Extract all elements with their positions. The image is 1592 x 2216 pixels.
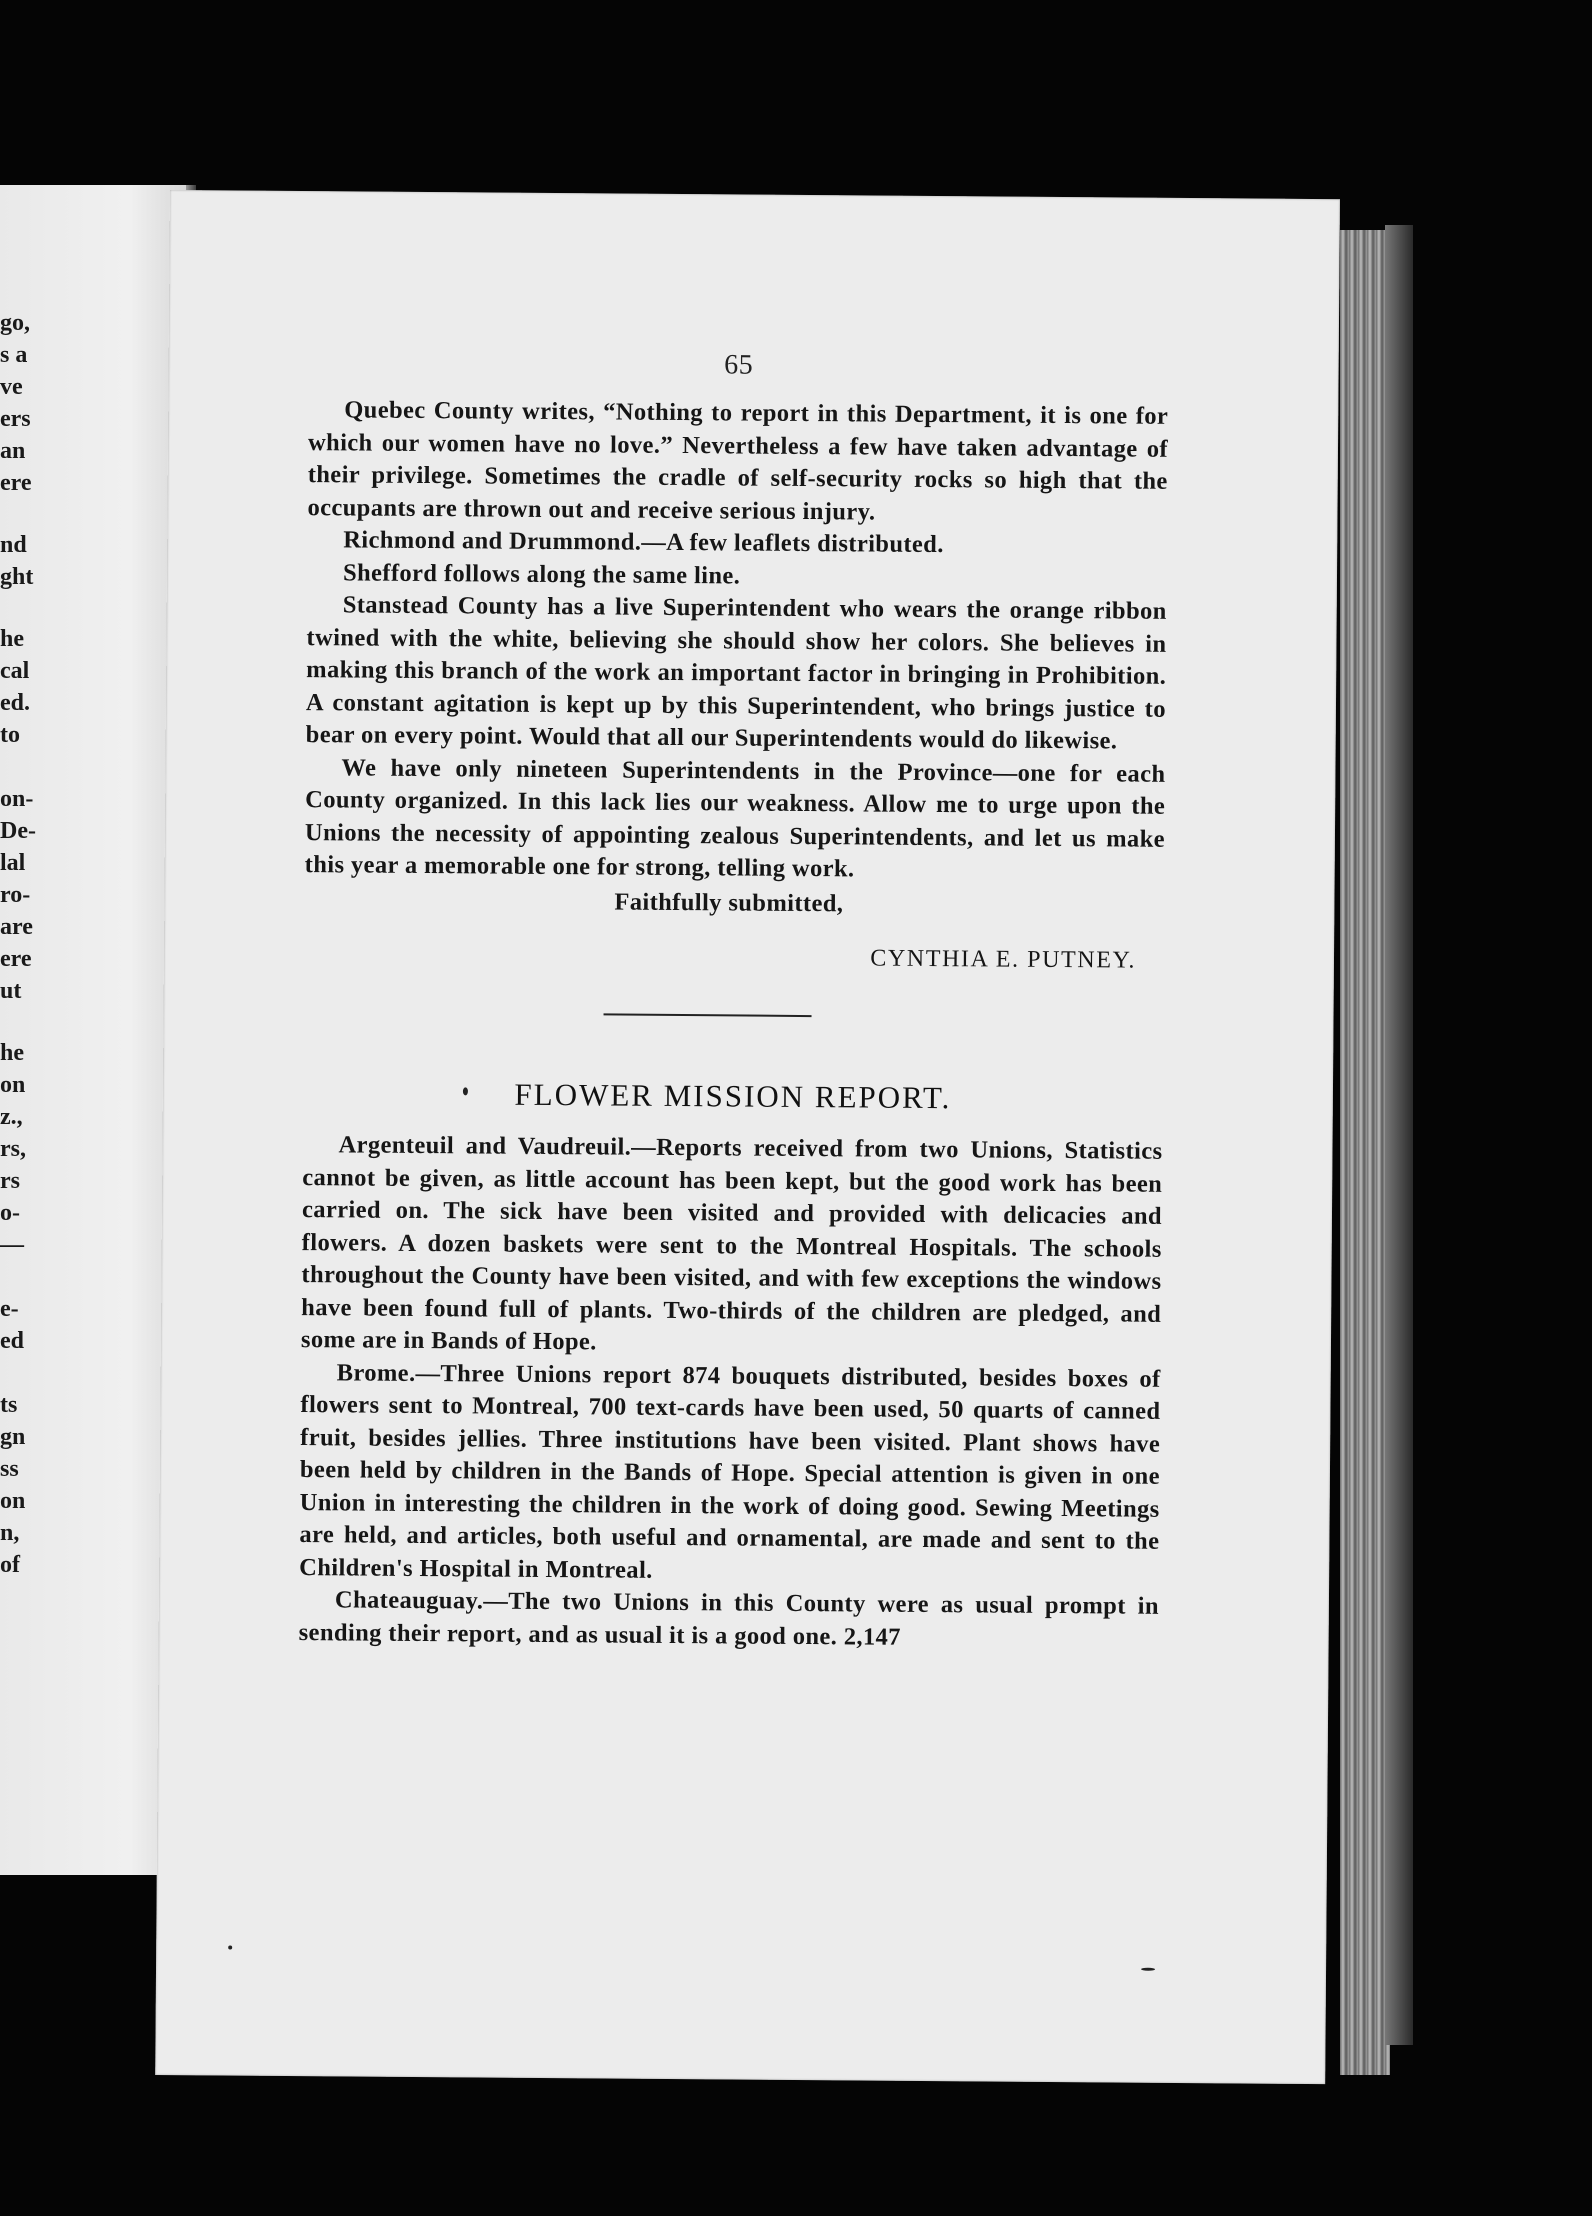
left-page-text-fragment: he (0, 626, 24, 652)
left-page-text-fragment: are (0, 914, 33, 940)
page-edges (1340, 230, 1390, 2075)
section-divider (604, 1013, 812, 1017)
left-page-text-fragment: ere (0, 470, 32, 496)
left-page-text-fragment: of (0, 1552, 20, 1578)
left-page-text-fragment: to (0, 722, 20, 748)
left-page-text-fragment: ro- (0, 882, 31, 908)
page-number: 65 (724, 349, 754, 381)
left-page-text-fragment: go, (0, 310, 30, 336)
paragraph: Richmond and Drummond.—A few leaflets distributed. (343, 526, 944, 559)
left-page-text-fragment: rs (0, 1168, 20, 1194)
left-page-text-fragment: o- (0, 1200, 20, 1226)
left-page-text-fragment: z., (0, 1104, 23, 1130)
left-page-text-fragment: lal (0, 850, 26, 876)
left-page-text-fragment: gn (0, 1424, 26, 1450)
paragraph: Stanstead County has a live Superintendent who wears the orange ribbon twined with the white, believing she should show her colors. She believes in making this branch of the work an important factor in bringing in Prohibition. A constant agitation is kept up by this Superintendent, who brings justice to bear on every point. Would that all our Superintendents would do likewise. (305, 591, 1167, 755)
ink-speck (463, 1087, 468, 1095)
paragraph: Argenteuil and Vaudreuil.—Reports received from two Unions, Statistics cannot be given, as little account has been kept, but the good work has been carried on. The sick have been visited and provided with delicacies and flowers. A dozen baskets were sent to the Montreal Hospitals. The schools throughout the County have been visited, and with few exceptions the windows have been found full of plants. Two-thirds of the children are pledged, and some are in Bands of Hope. (300, 1131, 1163, 1356)
left-page-text-fragment: — (0, 1232, 24, 1258)
book-page (155, 190, 1340, 2084)
left-page-text-fragment: on- (0, 786, 34, 812)
left-page-text-fragment: s a (0, 342, 28, 368)
left-page-text-fragment: e- (0, 1296, 19, 1322)
book-cover-edge (1385, 225, 1413, 2045)
left-page-text-fragment: ere (0, 946, 32, 972)
left-page-text-fragment: ut (0, 978, 22, 1004)
paragraph: Quebec County writes, “Nothing to report in this Department, it is one for which our women have no love.” Nevertheless a few have taken advantage of their privilege. Sometimes the cradle of self-security rocks so high that the occupants are thrown out and receive serious injury. (307, 396, 1169, 526)
left-page-text-fragment: cal (0, 658, 30, 684)
page-text (299, 346, 1169, 1656)
closing-line: Faithfully submitted, (614, 888, 844, 917)
paragraph: Chateauguay.—The two Unions in this County were as usual prompt in sending their report, and as usual it is a good one. 2,147 (298, 1586, 1160, 1651)
left-page-text-fragment: on (0, 1072, 26, 1098)
left-page-text-fragment: ve (0, 374, 23, 400)
left-page-text-fragment: ed. (0, 690, 30, 716)
left-page-text-fragment: nd (0, 532, 27, 558)
section-title: FLOWER MISSION REPORT. (514, 1076, 952, 1115)
paragraph: Shefford follows along the same line. (342, 558, 741, 589)
left-page-text-fragment: on (0, 1488, 26, 1514)
left-page-text-fragment: ss (0, 1456, 19, 1482)
left-page-text-fragment: rs, (0, 1136, 26, 1162)
left-page-text-fragment: n, (0, 1520, 20, 1546)
ink-speck (228, 1946, 232, 1950)
paragraph: We have only nineteen Superintendents in the Province—one for each County organized. In this lack lies our weakness. Allow me to urge upon the Unions the necessity of appointing zealous Superintendents, and let us make this year a memorable one for strong, telling work. (304, 753, 1166, 883)
signature: CYNTHIA E. PUTNEY. (870, 945, 1137, 974)
left-page-text-fragment: ts (0, 1392, 18, 1418)
ink-speck (1141, 1968, 1155, 1971)
left-page-text-fragment: ers (0, 406, 31, 432)
left-page-text-fragment: ght (0, 564, 34, 590)
left-page-text-fragment: he (0, 1040, 24, 1066)
paragraph: Brome.—Three Unions report 874 bouquets distributed, besides boxes of flowers sent to Montreal, 700 text-cards have been used, 50 quarts of canned fruit, besides jellies. Three institutions have been visited. Plant shows have been held by children in the Bands of Hope. Special attention is given in one Union in interesting the children in the work of doing good. Sewing Meetings are held, and articles, both useful and ornamental, are made and sent to the Children's Hospital in Montreal. (299, 1358, 1161, 1584)
left-page-text-fragment: an (0, 438, 26, 464)
left-page-text-fragment: ed (0, 1328, 24, 1354)
left-page-text-fragment: De- (0, 818, 36, 844)
